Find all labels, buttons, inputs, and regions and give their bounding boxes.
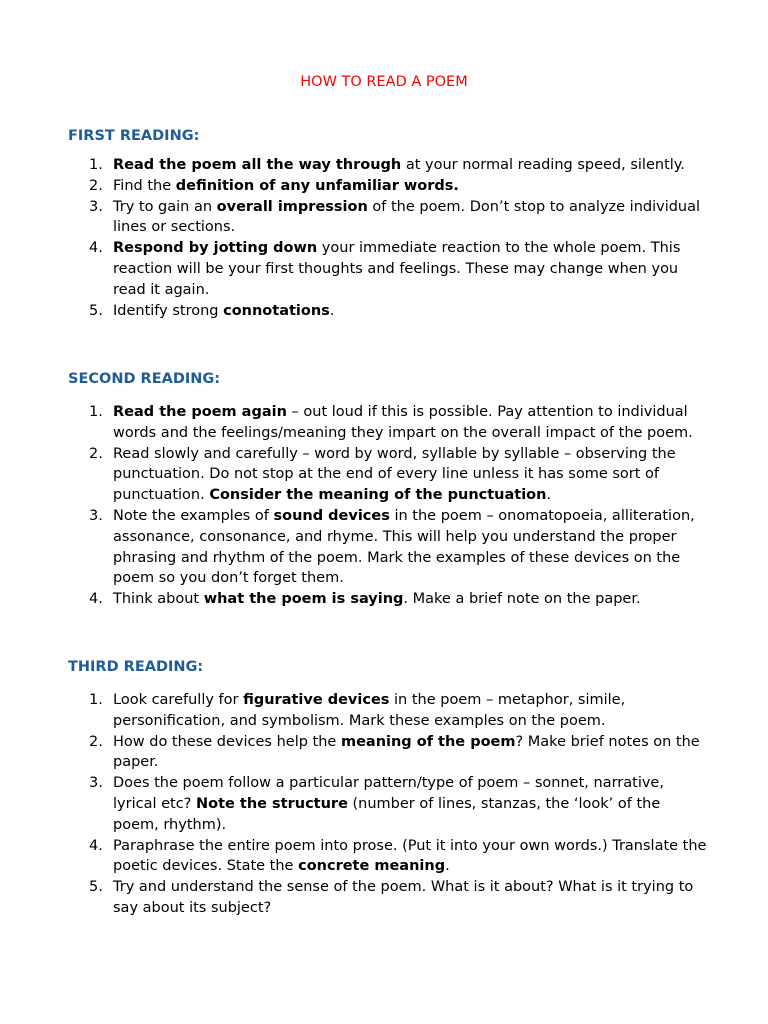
emphasis-text: definition of any unfamiliar words. <box>175 177 459 194</box>
body-text: Read slowly and carefully – word by word, syllable by syllable – observing the punctuation. Do not stop at the end of every line unless it has some sort of punctuation. <box>113 445 676 504</box>
body-text: of the poem. Don’t stop to analyze individual lines or sections. <box>113 198 701 236</box>
emphasis-text: Note the structure <box>195 795 348 812</box>
list-item <box>68 238 708 300</box>
list-item-number: 3. <box>89 198 103 215</box>
list-item <box>68 155 708 176</box>
list-item-text <box>113 775 664 833</box>
emphasis-text: Respond by jotting down <box>113 240 318 257</box>
list-item-text <box>113 157 685 173</box>
list-item-text <box>113 199 700 236</box>
emphasis-text: Consider the meaning of the punctuation <box>209 487 547 504</box>
list-item-text <box>113 303 334 319</box>
body-text: Does the poem follow a particular pattern/type of poem – sonnet, narrative, lyrical etc? <box>113 775 664 812</box>
list-item-number: 2. <box>89 445 103 462</box>
list-item-text <box>113 178 459 194</box>
list-item-number: 4. <box>89 240 103 257</box>
list-item-text <box>113 692 625 729</box>
list-item-number: 3. <box>89 775 103 792</box>
body-text: . <box>445 858 450 875</box>
body-text: at your normal reading speed, silently. <box>401 157 685 173</box>
body-text: . <box>546 487 552 504</box>
body-text: Note the examples of <box>113 507 274 524</box>
section-heading-third-reading: THIRD READING: <box>68 659 204 675</box>
body-text: – out loud if this is possible. Pay attention to individual words and the feelings/meaning they impart on the overall impact of the poem. <box>113 404 693 441</box>
emphasis-text: meaning of the poem <box>340 733 516 750</box>
list-item <box>68 589 708 610</box>
list-item-number: 2. <box>89 733 103 750</box>
list-item-text <box>113 879 693 916</box>
emphasis-text: sound devices <box>273 507 390 524</box>
emphasis-text: connotations <box>223 302 330 319</box>
body-text: How do these devices help the <box>113 733 341 750</box>
list-item <box>68 773 708 835</box>
document-title: HOW TO READ A POEM <box>300 74 468 90</box>
body-text: in the poem – onomatopoeia, alliteration, assonance, consonance, and rhyme. This will help you understand the proper phrasing and rhythm of the poem. Mark the examples of these devices on the poem so you don’t forget them. <box>113 507 695 587</box>
list-item-text <box>113 508 695 586</box>
emphasis-text: what the poem is saying <box>203 591 404 608</box>
list-item-number: 1. <box>89 692 103 708</box>
body-text: in the poem – metaphor, simile, personification, and symbolism. Mark these examples on the poem. <box>113 692 626 729</box>
body-text: (number of lines, stanzas, the ‘look’ of the poem, rhythm). <box>113 795 661 833</box>
emphasis-text: concrete meaning <box>298 858 446 875</box>
body-text: Try and understand the sense of the poem. What is it about? What is it trying to say about its subject? <box>113 879 694 916</box>
list-item-number: 1. <box>89 404 103 420</box>
list-item <box>68 506 708 589</box>
list-item-text <box>113 734 700 771</box>
list-item-number: 4. <box>89 837 103 854</box>
emphasis-text: overall impression <box>216 198 368 215</box>
body-text: . Make a brief note on the paper. <box>403 591 641 608</box>
step-list-second-reading <box>68 402 708 610</box>
list-item-number: 1. <box>89 157 103 173</box>
section-heading-first-reading: FIRST READING: <box>68 128 200 144</box>
list-item <box>68 301 708 322</box>
emphasis-text: Read the poem again <box>113 404 287 420</box>
list-item-number: 4. <box>89 591 103 608</box>
step-list-first-reading <box>68 155 708 321</box>
list-item-number: 2. <box>89 177 103 194</box>
body-text: Think about <box>113 591 204 608</box>
list-item <box>68 690 708 732</box>
body-text: Identify strong <box>113 302 224 319</box>
list-item-text <box>113 446 676 504</box>
body-text: Look carefully for <box>113 692 244 708</box>
list-item <box>68 197 708 239</box>
list-item-number: 3. <box>89 507 103 524</box>
body-text: Paraphrase the entire poem into prose. (Put it into your own words.) Translate the poetic devices. State the <box>113 837 707 875</box>
section-heading-second-reading: SECOND READING: <box>68 371 221 387</box>
list-item <box>68 732 708 774</box>
emphasis-text: Read the poem all the way through <box>113 157 402 173</box>
list-item-number: 5. <box>89 302 103 319</box>
body-text: Try to gain an <box>113 198 217 215</box>
body-text: ? Make brief notes on the paper. <box>113 733 700 771</box>
list-item <box>68 444 708 506</box>
list-item <box>68 877 708 919</box>
body-text: your immediate reaction to the whole poem. This reaction will be your first thoughts and feelings. These may change when you read it again. <box>113 240 681 298</box>
list-item-number: 5. <box>89 879 103 896</box>
list-item <box>68 836 708 878</box>
emphasis-text: figurative devices <box>243 692 390 708</box>
body-text: . <box>329 302 335 319</box>
list-item-text <box>113 591 641 607</box>
body-text: Find the <box>113 177 176 194</box>
list-item-text <box>113 838 706 875</box>
step-list-third-reading <box>68 690 708 919</box>
list-item <box>68 176 708 197</box>
list-item <box>68 402 708 444</box>
list-item-text <box>113 404 693 441</box>
list-item-text <box>113 240 680 298</box>
